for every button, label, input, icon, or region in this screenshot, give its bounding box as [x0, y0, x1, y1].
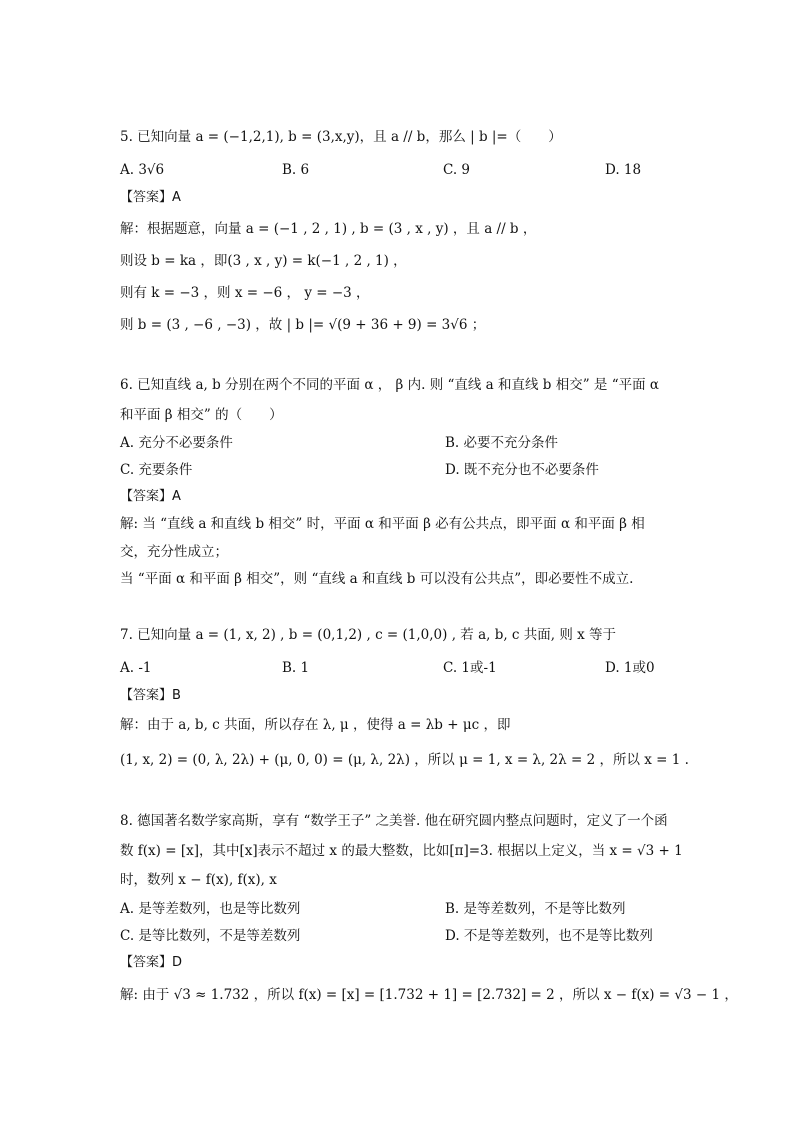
q5-solution-line-4: 则 b = (3 , −6 , −3) ，故 | b |= √(9 + 36 + 9) = 3√6 ；: [120, 317, 486, 333]
q8-solution-line-1: 解: 由于 √3 ≈ 1.732 ，所以 f(x) = [x] = [1.732 + 1] = [2.732] = 2 ，所以 x − f(x) = √3 − 1 ，: [120, 987, 738, 1003]
q5-option-d: D. 18: [605, 162, 642, 178]
q5-solution-line-2: 则设 b = ka ，即(3 , x , y) = k(−1 , 2 , 1) ，: [120, 253, 407, 269]
q8-stem-line-1: 8. 德国著名数学家高斯，享有 “数学王子” 之美誉. 他在研究圆内整点问题时，定义了一个函: [120, 813, 668, 829]
q8-answer: 【答案】D: [120, 955, 183, 970]
q5-solution-line-3: 则有 k = −3 ，则 x = −6 ， y = −3 ，: [120, 285, 370, 301]
q5-option-b: B. 6: [282, 162, 310, 178]
q6-option-c: C. 充要条件: [120, 462, 193, 478]
q6-option-a: A. 充分不必要条件: [120, 435, 233, 451]
q6-option-d: D. 既不充分也不必要条件: [445, 462, 599, 478]
q5-answer: 【答案】A: [120, 190, 181, 205]
q8-option-d: D. 不是等差数列，也不是等比数列: [445, 928, 653, 944]
q8-option-a: A. 是等差数列，也是等比数列: [120, 901, 301, 917]
q8-stem-line-2: 数 f(x) = [x]，其中[x]表示不超过 x 的最大整数，比如[π]=3. 根据以上定义，当 x = √3 + 1: [120, 843, 683, 859]
q7-stem: 7. 已知向量 a = (1, x, 2) , b = (0,1,2) , c = (1,0,0) , 若 a, b, c 共面, 则 x 等于: [120, 627, 617, 643]
q5-option-c: C. 9: [443, 162, 471, 178]
q6-solution-line-1: 解: 当 “直线 a 和直线 b 相交” 时，平面 α 和平面 β 必有公共点，即平面 α 和平面 β 相: [120, 516, 645, 532]
q7-answer: 【答案】B: [120, 688, 181, 703]
q6-solution-line-2: 交，充分性成立；: [120, 544, 228, 560]
q8-option-c: C. 是等比数列，不是等差数列: [120, 928, 301, 944]
q8-option-b: B. 是等差数列，不是等比数列: [445, 901, 626, 917]
q5-solution-line-1: 解：根据题意，向量 a = (−1 , 2 , 1) , b = (3 , x , y) ，且 a // b ，: [120, 221, 537, 237]
q7-option-c: C. 1或-1: [443, 660, 497, 676]
q7-option-a: A. -1: [120, 660, 152, 676]
q5-option-a: A. 3√6: [120, 162, 165, 178]
q5-stem: 5. 已知向量 a = (−1,2,1), b = (3,x,y)，且 a // b，那么 | b |=（ ）: [120, 129, 562, 145]
q7-option-d: D. 1或0: [605, 660, 655, 676]
q8-stem-line-3: 时，数列 x − f(x), f(x), x: [120, 872, 277, 888]
q7-solution-line-1: 解：由于 a, b, c 共面，所以存在 λ, μ ，使得 a = λb + μc ，即: [120, 717, 511, 733]
q6-solution-line-3: 当 “平面 α 和平面 β 相交”，则 “直线 a 和直线 b 可以没有公共点”，即必要性不成立.: [120, 571, 634, 587]
q6-answer: 【答案】A: [120, 489, 181, 504]
q7-option-b: B. 1: [282, 660, 310, 676]
q6-option-b: B. 必要不充分条件: [445, 435, 559, 451]
q6-stem-line-2: 和平面 β 相交” 的（ ）: [120, 407, 283, 423]
q6-stem-line-1: 6. 已知直线 a, b 分别在两个不同的平面 α ， β 内. 则 “直线 a 和直线 b 相交” 是 “平面 α: [120, 377, 660, 393]
q7-solution-line-2: (1, x, 2) = (0, λ, 2λ) + (μ, 0, 0) = (μ, λ, 2λ) ，所以 μ = 1, x = λ, 2λ = 2 ，所以 x = 1 .: [120, 752, 689, 768]
